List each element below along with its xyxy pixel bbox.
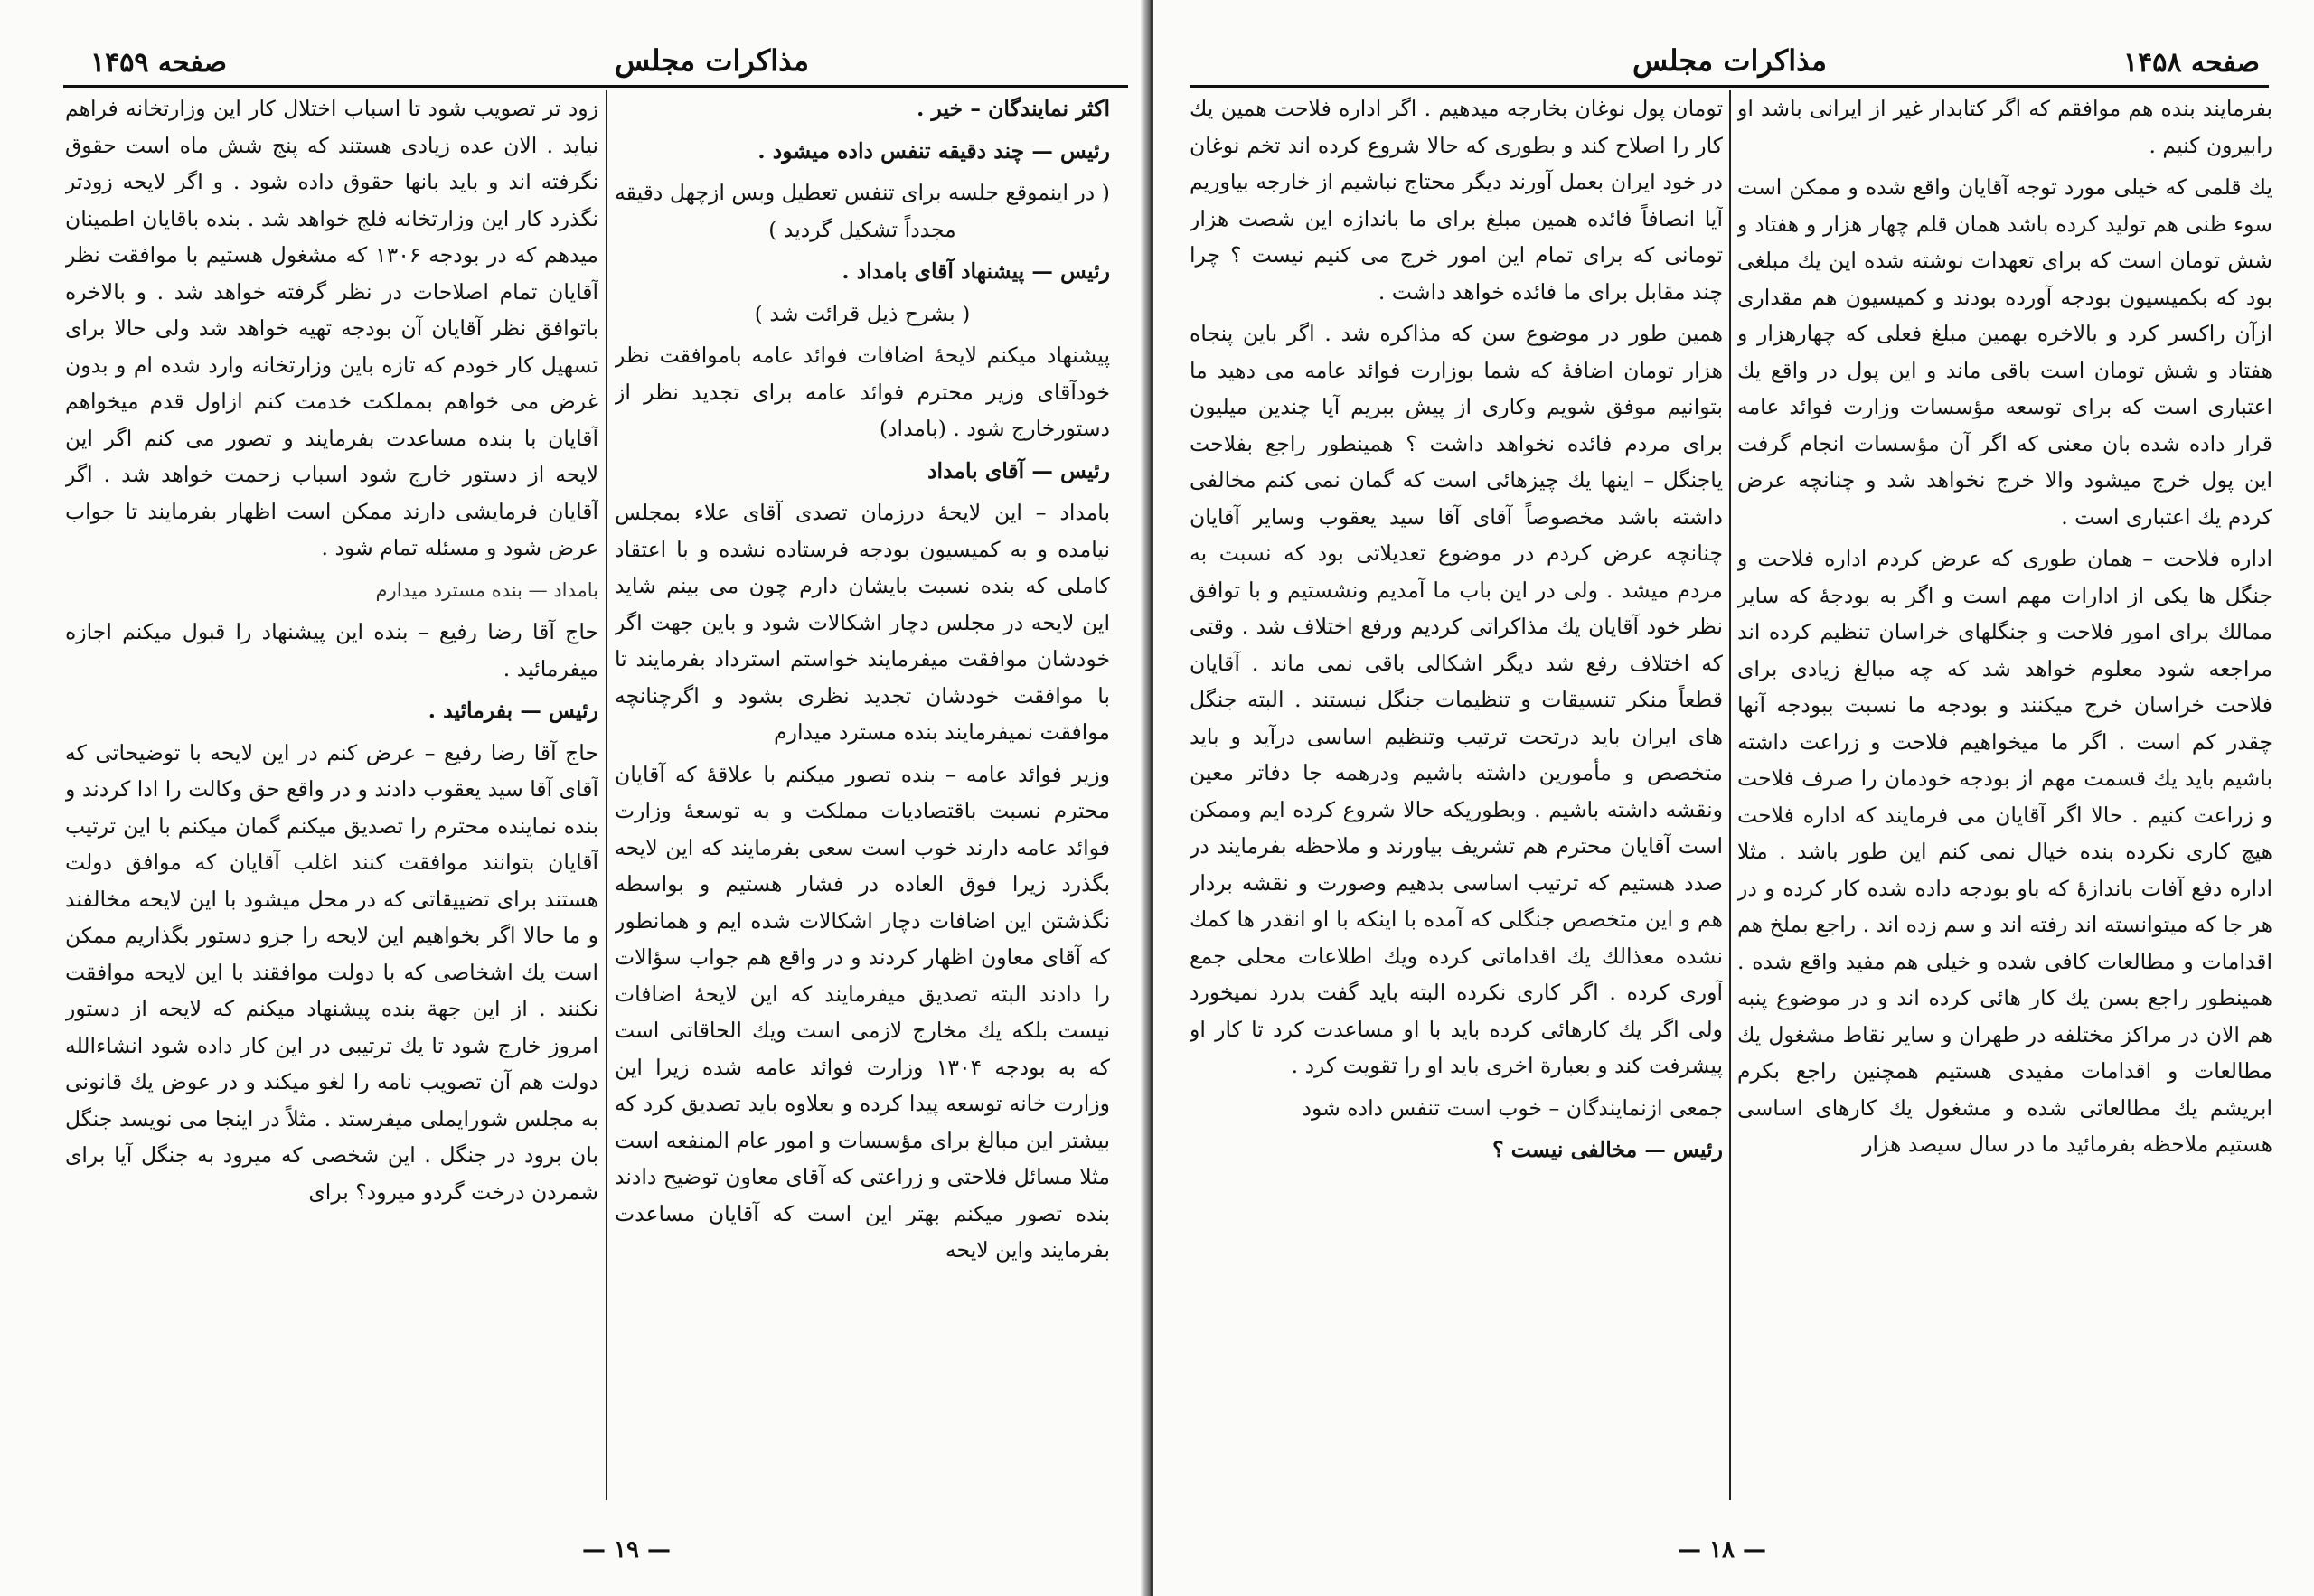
paragraph: ( در اینموقع جلسه برای تنفس تعطیل وبس ازچهل دقیقه مجدداً تشکیل گردید )	[615, 180, 1110, 242]
paragraph: رئیس — بفرمائید .	[428, 698, 598, 723]
page-header	[63, 40, 1128, 88]
paragraph: رئیس — پیشنهاد آقای بامداد .	[842, 258, 1110, 284]
paragraph: حاج آقا رضا رفیع – عرض کنم در این لایحه با توضیحاتی که آقای آقا سید یعقوب دادند و در واقع حق وکالت را ادا کردند و بنده نماینده محترم را تصدیق میکنم گمان میکنم با این ترتیب آقایان بتوانند موافقت کنند اغلب آقایان که موافق دولت هستند برای تضییقاتی که در محل میشود با این لایحه مخالفند و ما حالا اگر بخواهیم این لایحه را جزو دستور بگذاریم ممکن است یك اشخاصی که با دولت موافقند با این لایحه موافقت نکنند . از این جهة بنده پیشنهاد میکنم که لایحه از دستور امروز خارج شود تا یك ترتیبی در این کار داده شود انشاءالله دولت هم آن تصویب نامه را لغو میکند و در عوض یك قانونی به مجلس شورایملی میفرستد . مثلاً در اینجا می نویسد جنگل بان برود در جنگل . این شخصی که میرود به جنگل آیا برای شمردن درخت گردو میرود؟ برای	[65, 739, 598, 1205]
page-number: صفحه ۱۴۵۸	[2123, 47, 2260, 79]
paragraph: زود تر تصویب شود تا اسباب اختلال کار این وزارتخانه فراهم نیاید . الان عده زیادی هستند که پنج شش ماه است حقوق نگرفته اند و باید بانها حقوق داده شود . و اگر لایحه زودتر نگذرد کار این وزارتخانه فلج خواهد شد . بنده باقایان اطمینان میدهم که در بودجه ۱۳۰۶ که مشغول هستیم با موافقت نظر آقایان تمام اصلاحات در نظر گرفته خواهد شد . و بالاخره باتوافق نظر آقایان آن بودجه تهیه خواهد شد ولی حالا برای تسهیل کار خودم که تازه باین وزارتخانه وارد شده ام و بدون غرض می خواهم بمملکت خدمت کنم ازاول قدم میخواهم آقایان با بنده مساعدت بفرمایند و تصور می کنم اگر این لایحه از دستور خارج شود اسباب زحمت خواهد شد . اگر آقایان فرمایشی دارند ممکن است اظهار بفرمایند تا جواب عرض شود و مسئله تمام شود .	[65, 96, 598, 560]
paragraph: همین طور در موضوع سن که مذاکره شد . اگر باین پنجاه هزار تومان اضافهٔ که شما بوزارت فوائد عامه می دهید ما بتوانیم موفق شویم وکاری از پیش ببریم آیا چندین میلیون برای مردم فائده نخواهد داشت ؟ همینطور راجع بفلاحت یاجنگل – اینها یك چیزهائی است که گمان نمی کنم مخالفی داشته باشد مخصوصاً آقای آقا سید یعقوب وسایر آقایان چنانچه عرض کردم در موضوع تعدیلاتی بود که نسبت به مردم میشد . ولی در این باب ما آمدیم ونشستیم و با توافق نظر خود آقایان یك مذاکراتی کردیم ورفع اختلاف شد . وقتی که اختلاف رفع شد دیگر اشکالی باقی نمی ماند . آقایان قطعاً منکر تنسیقات و تنظیمات جنگل نیستند . البته جنگل های ایران باید درتحت ترتیب وتنظیم اساسی درآید و باید متخصص و مأمورین داشته باشیم ودرهمه جا دفاتر معین ونقشه داشته باشیم . وبطوریکه حالا شروع کرده ایم وممکن است آقایان محترم هم تشریف بیاورند و ملاحظه بفرمایند در صدد هستیم که ترتیب اساسی بدهیم وصورت و نقشه بردار هم و این متخصص جنگلی که آمده با اینکه با او انقدر ها کمك نشده معذالك یك اقداماتی کرده ویك اطلاعات محلی جمع آوری کرده . اگر کاری نکرده البته باید گفت بدرد نمیخورد ولی اگر یك کارهائی کرده باید با او مساعدت کرد تا کار او پیشرفت کند و بعبارة اخری باید او را تقویت کرد .	[1190, 321, 1723, 1078]
paragraph: رئیس — آقای بامداد	[927, 457, 1110, 483]
paragraph: وزیر فوائد عامه – بنده تصور میکنم با علاقهٔ که آقایان محترم نسبت باقتصادیات مملکت و به توسعهٔ وزارت فوائد عامه دارند خوب است سعی بفرمایند که این لایحه بگذرد زیرا فوق العاده در فشار هستیم و بواسطه نگذشتن این اضافات دچار اشکالات شده ایم و همانطور که آقای معاون اظهار کردند و در واقع هم جواب سؤالات را دادند البته تصدیق میفرمایند که این لایحهٔ اضافات نیست بلکه یك مخارج لازمی است ویك الحاقاتی است که به بودجه ۱۳۰۴ وزارت فوائد عامه شده زیرا این وزارت خانه توسعه پیدا کرده و بعلاوه باید تصدیق کرد که بیشتر این مبالغ برای مؤسسات و امور عام المنفعه است مثلا مسائل فلاحتی و زراعتی که آقای معاون توضیح دادند بنده تصور میکنم بهتر این است که آقایان مساعدت بفرمایند واین لایحه	[615, 761, 1110, 1263]
paragraph: بامداد – این لایحهٔ درزمان تصدی آقای علاء بمجلس نیامده و به کمیسیون بودجه فرستاده نشده و با اعتقاد کاملی که بنده نسبت بایشان دارم چون می بینم شاید این لایحه در مجلس دچار اشکالات شود و باین جهت اگر خودشان موافقت میفرمایند خواستم استرداد بفرمایند تا با موافقت خودشان تجدید نظری بشود و اگرچنانچه موافقت نمیفرمایند بنده مسترد میدارم	[615, 500, 1110, 745]
column-divider	[1729, 90, 1731, 1500]
paragraph: تومان پول نوغان بخارجه میدهیم . اگر اداره فلاحت همین یك کار را اصلاح کند و بطوری که حالا شروع کرده اند تخم نوغان در خود ایران بعمل آورند دیگر محتاج نباشیم از خارجه بیاوریم آیا انصافاً فائده همین مبلغ برای ما باندازه این شصت هزار تومانی که برای تمام این امور خرج می کنیم نیست ؟ چرا چند مقابل برای ما فائده خواهد داشت .	[1190, 96, 1723, 305]
text-column-left	[1190, 90, 1723, 1500]
paragraph: حاج آقا رضا رفیع – بنده این پیشنهاد را قبول میکنم اجازه میفرمائید .	[65, 619, 598, 681]
left-page	[0, 0, 1146, 1596]
page-header	[1190, 40, 2269, 88]
folio-number: — ۱۸ —	[1678, 1536, 1767, 1563]
paragraph: رئیس — مخالفی نیست ؟	[1492, 1137, 1723, 1162]
right-page	[1153, 0, 2314, 1596]
paragraph: رئیس — چند دقیقه تنفس داده میشود .	[757, 137, 1110, 164]
paragraph: اداره فلاحت – همان طوری که عرض کردم اداره فلاحت و جنگل ها یکی از ادارات مهم است و اگر به بودجهٔ که سایر ممالك برای امور فلاحت و جنگلهای خراسان تنظیم کرده اند مراجعه شود معلوم خواهد شد که چه مبالغ زیادی برای فلاحت خراسان خرج میکنند و بودجه ما نسبت ببودجه آنها چقدر کم است . اگر ما میخواهیم فلاحت و زراعت داشته باشیم باید یك قسمت مهم از بودجه خودمان را صرف فلاحت و زراعت کنیم . حالا اگر آقایان می فرمایند که اداره فلاحت هیچ کاری نکرده بنده خیال نمی کنم این طور باشد . مثلا اداره دفع آفات باندازهٔ که باو بودجه داده شده کار کرده و در هر جا که میتوانسته اند رفته اند و سم زده اند . راجع بملخ هم اقدامات و مطالعات کافی شده و خیلی هم مفید واقع شده . همینطور راجع بسن یك کار هائی کرده اند و در موضوع پنبه هم الان در مراکز مختلفه در طهران و سایر نقاط مشغول یك مطالعات و اقدامات مفیدی هستیم همچنین راجع بکرم ابریشم یك مطالعاتی شده و مشغول یك کارهای اساسی هستیم ملاحظه بفرمائید ما در سال سیصد هزار	[1737, 546, 2272, 1157]
running-title: مذاکرات مجلس	[1632, 43, 1828, 78]
paragraph: بامداد — بنده مسترد میدارم	[375, 578, 598, 601]
text-column-right	[615, 90, 1110, 1500]
text-column-left	[65, 90, 598, 1500]
paragraph: بفرمایند بنده هم موافقم که اگر کتابدار غیر از ایرانی باشد او رابیرون کنیم .	[1737, 96, 2272, 158]
text-column-right	[1737, 90, 2272, 1500]
column-divider	[606, 90, 607, 1500]
paragraph: جمعی ازنمایندگان – خوب است تنفس داده شود	[1302, 1094, 1723, 1121]
paragraph: یك قلمی که خیلی مورد توجه آقایان واقع شده و ممکن است سوء ظنی هم تولید کرده باشد همان قلم چهار هزار و هفتاد و شش تومان است که برای تعهدات نوشته شده این یك مبلغی بود که بکمیسیون بودجه آورده بودند و کمیسیون هم مقداری ازآن راکسر کرد و بالاخره بهمین مبلغ فعلی که چهارهزار و هفتاد و شش تومان است باقی ماند و این پول در واقع یك اعتباری است که برای توسعه مؤسسات وزارت فوائد عامه قرار داده شده بان معنی که اگر آن مؤسسات انجام گرفت این پول خرج میشود والا خرج نخواهد شد و چنانچه عرض کردم یك اعتباری است .	[1737, 174, 2272, 530]
paragraph: ( بشرح ذیل قرائت شد )	[754, 300, 971, 326]
page-number: صفحه ۱۴۵۹	[90, 47, 227, 79]
folio-number: — ۱۹ —	[582, 1536, 672, 1563]
running-title: مذاکرات مجلس	[615, 43, 810, 78]
paragraph: پیشنهاد میکنم لایحهٔ اضافات فوائد عامه باموافقت نظر خودآقای وزیر محترم فوائد عامه برای تجدید نظر از دستورخارج شود . (بامداد)	[615, 343, 1110, 441]
paragraph: اکثر نمایندگان – خیر .	[917, 96, 1110, 121]
